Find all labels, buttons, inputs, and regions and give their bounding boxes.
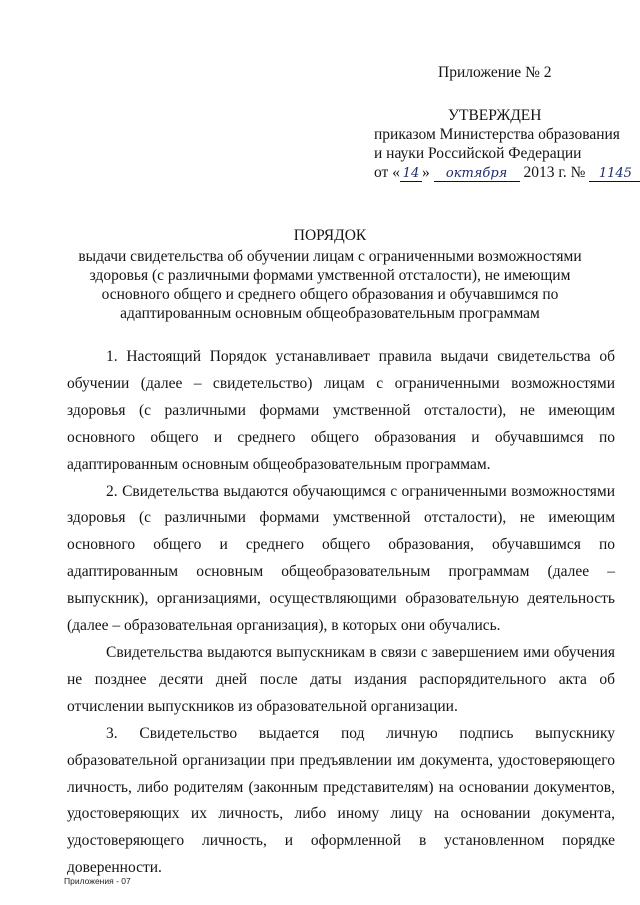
approval-from: от [374, 164, 389, 181]
paragraph-3: 3. Свидетельство выдается под личную подпись выпускнику образовательной организации при предъявлении им документа, удостоверяющего личность, либо родителям (законным представителям) на основании документов, удостоверяющих их личность, либо иному лицу на основании документа, удостоверяющего личность, и оформленной в установленном порядке доверенности. [67, 724, 615, 877]
approval-line-2: и науки Российской Федерации [374, 145, 582, 162]
page-footer: Приложения - 07 [64, 876, 131, 886]
handwritten-order-number: 1145 [589, 166, 640, 182]
document-title: ПОРЯДОК [293, 227, 367, 244]
annex-label: Приложение № 2 [438, 64, 552, 81]
paragraph-2-continued: Свидетельства выдаются выпускникам в связи с завершением ими обучения не позднее десяти дней после даты издания распорядительного акта об отчислении выпускников из образовательной организации. [67, 643, 615, 715]
approval-line-1: приказом Министерства образования [374, 126, 620, 143]
quote-close: » [421, 164, 430, 181]
paragraph-2: 2. Свидетельства выдаются обучающимся с ограниченными возможностями здоровья (с различными формами умственной отсталости), не имеющим основного общего и среднего общего образования, обучавшимся по адаптированным основным общеобразовательным программам (далее – выпускник), организациями, осуществляющими образовательную деятельность (далее – образовательная организация), в которых они обучались. [67, 482, 615, 635]
handwritten-month: октября [434, 166, 520, 182]
approval-date-line [374, 163, 632, 182]
handwritten-day: 14 [400, 166, 422, 182]
quote-open: « [392, 164, 400, 181]
approval-stamp [374, 106, 632, 182]
document-heading [60, 226, 600, 323]
document-body [67, 344, 615, 882]
approval-year: 2013 г. № [523, 164, 586, 181]
paragraph-1: 1. Настоящий Порядок устанавливает правила выдачи свидетельства об обучении (далее – свидетельство) лицам с ограниченными возможностями здоровья (с различными формами умственной отсталости), не имеющим основного общего и среднего общего образования и обучавшимся по адаптированным основным общеобразовательным программам. [67, 348, 615, 473]
document-subtitle: выдачи свидетельства об обучении лицам с ограниченными возможностями здоровья (с различными формами умственной отсталости), не имеющим основного общего и среднего общего образования и обучавшимся по адаптированным основным общеобразовательным программам [78, 248, 582, 322]
approval-title: УТВЕРЖДЕН [448, 107, 542, 124]
